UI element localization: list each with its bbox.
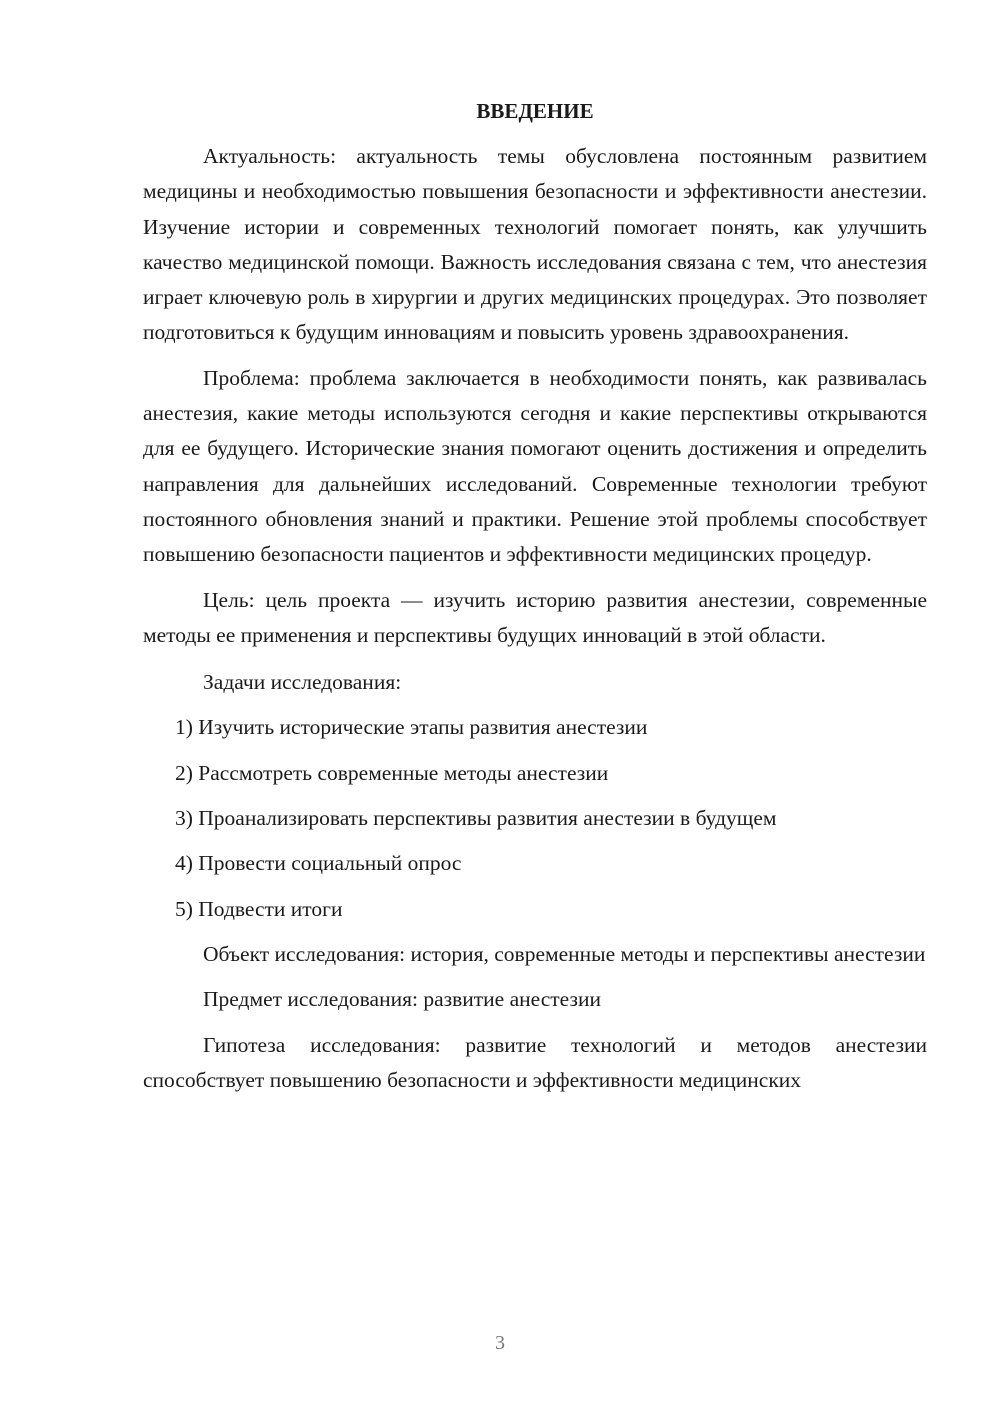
task-item-3: 3) Проанализировать перспективы развития анестезии в будущем (175, 806, 777, 831)
task-item-4: 4) Провести социальный опрос (175, 851, 462, 876)
relevance-paragraph: Актуальность: актуальность темы обусловлена постоянным развитием медицины и необходимостью повышения безопасности и эффективности анестезии. Изучение истории и современных технологий помогает понять, как улучшить качество медицинской помощи. Важность исследования связана с тем, что анестезия играет ключевую роль в хирургии и других медицинских процедурах. Это позволяет подготовиться к будущим инновациям и повысить уровень здравоохранения. (143, 144, 927, 345)
problem-paragraph: Проблема: проблема заключается в необходимости понять, как развивалась анестезия, какие методы используются сегодня и какие перспективы открываются для ее будущего. Исторические знания помогают оценить достижения и определить направления для дальнейших исследований. Современные технологии требуют постоянного обновления знаний и практики. Решение этой проблемы способствует повышению безопасности пациентов и эффективности медицинских процедур. (143, 365, 927, 567)
tasks-title: Задачи исследования: (203, 670, 402, 695)
hypothesis-paragraph: Гипотеза исследования: развитие технологий и методов анестезии способствует повышению безопасности и эффективности медицинских (143, 1032, 927, 1092)
document-page (143, 96, 927, 1098)
object-paragraph: Объект исследования: история, современные методы и перспективы анестезии (203, 941, 926, 966)
goal-paragraph: Цель: цель проекта — изучить историю развития анестезии, современные методы ее применения и перспективы будущих инноваций в этой области. (143, 587, 927, 647)
task-item-1: 1) Изучить исторические этапы развития анестезии (175, 715, 648, 740)
task-item-2: 2) Рассмотреть современные методы анестезии (175, 760, 609, 785)
subject-paragraph: Предмет исследования: развитие анестезии (203, 987, 601, 1012)
page-number: 3 (495, 1332, 505, 1354)
task-item-5: 5) Подвести итоги (175, 896, 343, 921)
page-title: ВВЕДЕНИЕ (476, 99, 594, 123)
